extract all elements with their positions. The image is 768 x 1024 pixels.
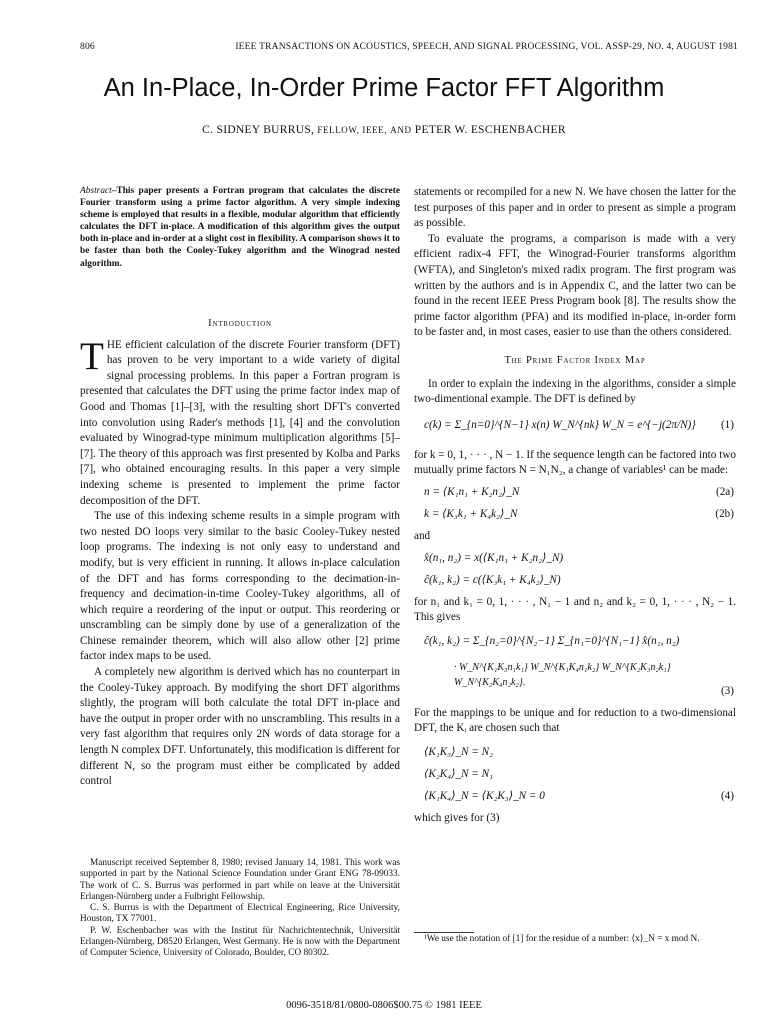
intro-paragraph-3: A completely new algorithm is derived which has no counterpart in the Cooley-Tukey approach. By modifying the short DFT algorithms slightly, the program will both calculate the total DFT in-place and have the output in proper order with no unscrambling. This results in a very fast algorithm that requires only 2N words of data storage for a length N complex DFT. Unfortunately, this modification is different for different N, so the program must either be complicated by added control: [80, 666, 400, 788]
equation-4c-body: ⟨K₁K₄⟩_N = ⟨K₂K₃⟩_N = 0: [424, 789, 545, 802]
footnote-residue-notation: ¹We use the notation of [1] for the residue of a number: ⟨x⟩_N = x mod N.: [424, 934, 700, 944]
equation-4a-body: ⟨K₁K₃⟩_N = N₂: [424, 745, 493, 758]
journal-name: IEEE TRANSACTIONS ON ACOUSTICS, SPEECH, AND SIGNAL PROCESSING, VOL. ASSP-29, NO. 4, AUGUST 1981: [235, 42, 738, 52]
intro-paragraph-1: [80, 334, 400, 510]
equation-x-hat-body: x̂(n₁, n₂) = x(⟨K₁n₁ + K₂n₂⟩_N): [424, 551, 564, 564]
abstract-text: –This paper presents a Fortran program that calculates the discrete Fourier transform using a prime factor algorithm. A very simple indexing scheme is employed that results in a flexible, modular algorithm that efficiently calculates the DFT in-place. A modification of this algorithm gives the output both in-place and in-order at a slight cost in flexibility. A comparison shows it to be faster than both the Cooley-Tukey algorithm and the Winograd nested algorithm.: [80, 186, 400, 269]
equation-1-number: (1): [720, 418, 734, 431]
footnote-burrus: C. S. Burrus is with the Department of Electrical Engineering, Rice University, Houston, TX 77001.: [80, 903, 400, 925]
footnote-eschenbacher: P. W. Eschenbacher was with the Institut für Nachrichtentechnik, Universität Erlangen-Nürnberg, D8520 Erlangen, West Germany. He is now with the Department of Computer Science, University of Colorado, Boulder, CO 80302.: [80, 925, 400, 959]
right-paragraph-1: statements or recompiled for a new N. We have chosen the latter for the test purposes of this paper and in order to present as simple a program as possible.: [414, 186, 736, 230]
dropcap: T: [80, 334, 104, 378]
footnote-manuscript: Manuscript received September 8, 1980; revised January 14, 1981. This work was supported in part by the National Science Foundation under Grant ENG 78-09033. The work of C. S. Burrus was performed in part while on leave at the Universität Erlangen-Nürnberg under a Fulbright Fellowship.: [80, 858, 400, 902]
equation-3-line-1-body: ĉ(k₁, k₂) = Σ_{n₂=0}^{N₂−1} Σ_{n₁=0}^{N₁−1} x̂(n₁, n₂): [424, 634, 680, 647]
intro-paragraph-1-text: HE efficient calculation of the discrete Fourier transform (DFT) has proven to be very important to a wide variety of digital signal processing problems. In this paper a Fortran program is presented that calculates the DFT using the prime factor index map of Good and Thomas [1]–[3], with the resulting short DFT's converted into convolution using Rader's methods [1], [4] and the convolution evaluated by Winograd-type minimum multiplication algorithms [5]–[7]. The theory of this approach was first presented by Kolba and Parks [7], who obtained encouraging results. In this paper a very simple indexing scheme is presented to implement the prime factor decomposition of the DFT.: [80, 338, 400, 507]
abstract: [80, 185, 400, 270]
equation-3-line-1: [414, 634, 736, 660]
equation-4c: [414, 789, 736, 811]
equation-3-number-row: [414, 684, 736, 706]
equation-x-hat: [414, 551, 736, 573]
author-1: C. SIDNEY BURRUS,: [202, 124, 315, 136]
equation-4b-body: ⟨K₂K₄⟩_N = N₁: [424, 767, 493, 780]
equation-1: [414, 418, 736, 448]
equation-2b-body: k = ⟨K₃k₁ + K₄k₂⟩_N: [424, 507, 518, 520]
abstract-label: Abstract: [80, 186, 112, 196]
left-column: [80, 316, 400, 790]
equation-4b: [414, 767, 736, 789]
equation-4-number: (4): [720, 789, 734, 802]
equation-c-hat: [414, 573, 736, 595]
equation-4a: [414, 745, 736, 767]
right-paragraph-3: In order to explain the indexing in the algorithms, consider a simple two-dimentional example. The DFT is defined by: [414, 377, 736, 406]
intro-paragraph-2: The use of this indexing scheme results in a simple program with two nested DO loops very similar to the basic Cooley-Tukey nested loop programs. The indexing is not only easy to understand and modify, but is very efficient in running. It allows in-place calculation of the DFT and has forms corresponding to the decimation-in-frequency and decimation-in-time Cooley-Tukey algorithms, all of which require a reordering of the input or output. This reordering or unscrambling can be simply done by use of a generalization of the Chinese remainder theorem, which will also allow other [2] prime factor index maps to be used.: [80, 510, 400, 663]
right-paragraph-4: for k = 0, 1, · · · , N − 1. If the sequence length can be factored into two mutually prime factors N = N₁N₂, a change of variables¹ can be made:: [414, 448, 736, 477]
footnote-rule: [414, 932, 474, 933]
right-column: [414, 185, 736, 826]
equation-3-number: (3): [720, 684, 734, 697]
author-1-grade: FELLOW, IEEE,: [317, 125, 388, 135]
introduction-heading: Introduction: [208, 318, 272, 329]
author-line: [0, 124, 768, 136]
author-conjunction: AND: [390, 125, 412, 135]
paper-title: An In-Place, In-Order Prime Factor FFT Algorithm: [103, 74, 665, 102]
right-paragraph-2: To evaluate the programs, a comparison is made with a very efficient radix-4 FFT, the Winograd-Fourier transforms algorithm (WFTA), and Singleton's mixed radix program. The first program was written by the authors and is in Appendix C, and the latter two can be found in the recent IEEE Press Program book [8]. The results show the prime factor algorithm (PFA) and its modified in-place, in-order form to be faster and, in most cases, easier to use than the others considered.: [414, 232, 736, 339]
prime-factor-heading: The Prime Factor Index Map: [504, 354, 646, 366]
equation-2a: [414, 485, 736, 507]
page-number: 806: [80, 42, 95, 52]
equation-c-hat-body: ĉ(k₁, k₂) = c(⟨K₃k₁ + K₄k₂⟩_N): [424, 573, 561, 586]
and-text: and: [414, 529, 431, 542]
author-2: PETER W. ESCHENBACHER: [414, 124, 566, 136]
equation-2a-number: (2a): [715, 485, 734, 498]
equation-3-line-2-body: · W_N^{K₁K₃n₁k₁} W_N^{K₁K₄n₁k₂} W_N^{K₂K₃n₂k₁} W_N^{K₂K₄n₂k₂}.: [454, 661, 671, 689]
equation-1-body: c(k) = Σ_{n=0}^{N−1} x(n) W_N^{nk} W_N = e^{−j(2π/N)}: [424, 418, 696, 431]
right-paragraph-5: for n₁ and k₁ = 0, 1, · · · , N₁ − 1 and n₂ and k₂ = 0, 1, · · · , N₂ − 1. This gives: [414, 595, 736, 624]
equation-2b: [414, 507, 736, 529]
right-paragraph-7: which gives for (3): [414, 811, 500, 824]
equation-2a-body: n = ⟨K₁n₁ + K₂n₂⟩_N: [424, 485, 520, 498]
left-footnotes: [80, 858, 400, 960]
right-paragraph-6: For the mappings to be unique and for reduction to a two-dimensional DFT, the Kᵢ are chosen such that: [414, 706, 736, 735]
copyright-footer: 0096-3518/81/0800-0806$00.75 © 1981 IEEE: [286, 1000, 482, 1011]
equation-3-line-2: [414, 660, 736, 689]
equation-2b-number: (2b): [715, 507, 734, 520]
